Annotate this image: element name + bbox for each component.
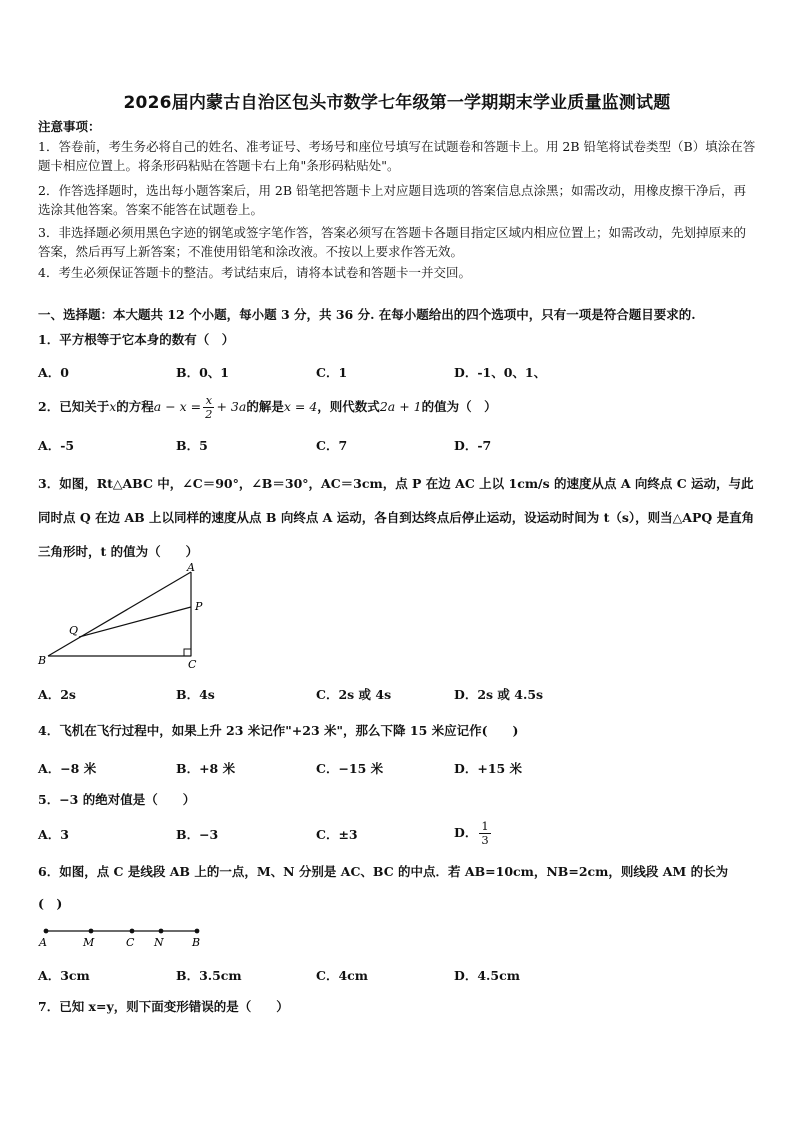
point-c <box>130 929 135 934</box>
segment-qp <box>79 607 191 637</box>
q2-expression: 2a + 1 <box>379 399 422 414</box>
q2-option-d: D．-7 <box>454 438 492 453</box>
notice-item-1: 1．答卷前，考生务必将自己的姓名、准考证号、考场号和座位号填写在试题卷和答题卡上。用 2B 铅笔将试卷类型（B）填涂在答题卡相应位置上。将条形码粘贴在答题卡右上角"条形码粘贴处"。 <box>38 139 756 173</box>
label-b: B <box>192 936 201 949</box>
label-m: M <box>83 936 95 949</box>
q5-option-c: C．±3 <box>316 827 358 842</box>
notice-item-4: 4．考生必须保证答题卡的整洁。考试结束后，请将本试卷和答题卡一并交回。 <box>38 265 471 280</box>
q2-option-a: A．-5 <box>38 438 75 453</box>
label-n: N <box>154 936 164 949</box>
q5-option-b: B．−3 <box>176 827 219 842</box>
q6-option-b: B．3.5cm <box>176 968 242 983</box>
q2-option-c: C．7 <box>316 438 348 453</box>
label-a: A <box>39 936 47 949</box>
question-7-stem: 7．已知 x=y，则下面变形错误的是（ ） <box>38 999 289 1014</box>
q6-option-c: C．4cm <box>316 968 368 983</box>
q4-option-b: B．+8 米 <box>176 761 236 776</box>
question-1-stem: 1．平方根等于它本身的数有（ ） <box>38 332 235 347</box>
question-2-stem <box>38 392 497 422</box>
label-a: A <box>187 561 195 574</box>
question-6-stem-line1: 6．如图，点 C 是线段 AB 上的一点，M、N 分别是 AC、BC 的中点．若 AB=10cm，NB=2cm，则线段 AM 的长为 <box>38 864 729 879</box>
q2-eq-right: + 3a <box>216 399 247 414</box>
q2-var-x: x <box>109 399 117 414</box>
q2-option-b: B．5 <box>176 438 208 453</box>
q2-text-b: 的方程 <box>116 399 154 414</box>
q2-text-a: 2．已知关于 <box>38 399 110 414</box>
question-4-stem: 4．飞机在飞行过程中，如果上升 23 米记作"+23 米"，那么下降 15 米应记作( ) <box>38 723 519 738</box>
q3-option-a: A．2s <box>38 687 76 702</box>
q4-option-a: A．−8 米 <box>38 761 97 776</box>
point-a <box>44 929 49 934</box>
q2-fraction <box>203 394 214 421</box>
question-5-stem: 5．−3 的绝对值是（ ） <box>38 792 196 807</box>
q5-option-a: A．3 <box>38 827 69 842</box>
notice-heading: 注意事项： <box>38 119 101 134</box>
segment-figure <box>34 922 214 952</box>
side-ab <box>48 572 191 656</box>
label-p: P <box>195 600 203 613</box>
q1-option-d: D．-1、0、1、 <box>454 365 547 380</box>
label-b: B <box>38 654 47 667</box>
q1-option-a: A．0 <box>38 365 69 380</box>
question-6-stem-line2: ( ) <box>38 896 63 911</box>
q6-option-a: A．3cm <box>38 968 90 983</box>
label-c: C <box>188 658 197 671</box>
question-3-stem: 3．如图，Rt△ABC 中，∠C＝90°，∠B＝30°，AC＝3cm，点 P 在边 AC 上以 1cm/s 的速度从点 A 向终点 C 运动，与此同时点 Q 在边 AB 上以同样的速度从点 B 向终点 A 运动，各自到达终点后停止运动，设运动时间为 t（s），则当△APQ 是直角三角形时，t 的值为（ ） <box>38 476 755 559</box>
q3-option-d: D．2s 或 4.5s <box>454 687 544 702</box>
q2-solution: x = 4 <box>283 399 318 414</box>
notice-item-2: 2．作答选择题时，选出每小题答案后，用 2B 铅笔把答题卡上对应题目选项的答案信息点涂黑；如需改动，用橡皮擦干净后，再选涂其他答案。答案不能答在试题卷上。 <box>38 183 747 217</box>
q3-option-b: B．4s <box>176 687 215 702</box>
page-title: 2026届内蒙古自治区包头市数学七年级第一学期期末学业质量监测试题 <box>123 93 671 113</box>
right-triangle-figure <box>34 558 214 674</box>
q2-frac-numerator: x <box>203 394 214 408</box>
q5-frac-denominator: 3 <box>481 833 489 847</box>
q1-option-c: C．1 <box>316 365 348 380</box>
q2-eq-left: a − x = <box>153 399 202 414</box>
q2-text-e: 的值为（ ） <box>421 399 497 414</box>
q5-option-d <box>454 815 493 851</box>
q4-option-d: D．+15 米 <box>454 761 523 776</box>
q5-frac-numerator: 1 <box>481 819 489 833</box>
right-angle-mark <box>184 649 191 656</box>
notice-item-3: 3．非选择题必须用黑色字迹的钢笔或签字笔作答，答案必须写在答题卡各题目指定区域内相应位置上；如需改动，先划掉原来的答案，然后再写上新答案；不准使用铅笔和涂改液。不按以上要求作答无效。 <box>38 225 746 259</box>
q6-option-d: D．4.5cm <box>454 968 520 983</box>
q2-frac-denominator: 2 <box>205 407 213 421</box>
q3-option-c: C．2s 或 4s <box>316 687 392 702</box>
q5-option-d-fraction <box>479 820 490 847</box>
q2-text-c: 的解是 <box>246 399 284 414</box>
point-m <box>89 929 94 934</box>
q1-option-b: B．0、1 <box>176 365 229 380</box>
point-n <box>159 929 164 934</box>
point-b <box>195 929 200 934</box>
label-c: C <box>126 936 135 949</box>
q2-text-d: ，则代数式 <box>317 399 380 414</box>
label-q: Q <box>69 624 79 637</box>
q5-option-d-label: D． <box>454 825 478 840</box>
section-heading: 一、选择题：本大题共 12 个小题，每小题 3 分，共 36 分. 在每小题给出的四个选项中，只有一项是符合题目要求的. <box>38 307 696 322</box>
q4-option-c: C．−15 米 <box>316 761 384 776</box>
